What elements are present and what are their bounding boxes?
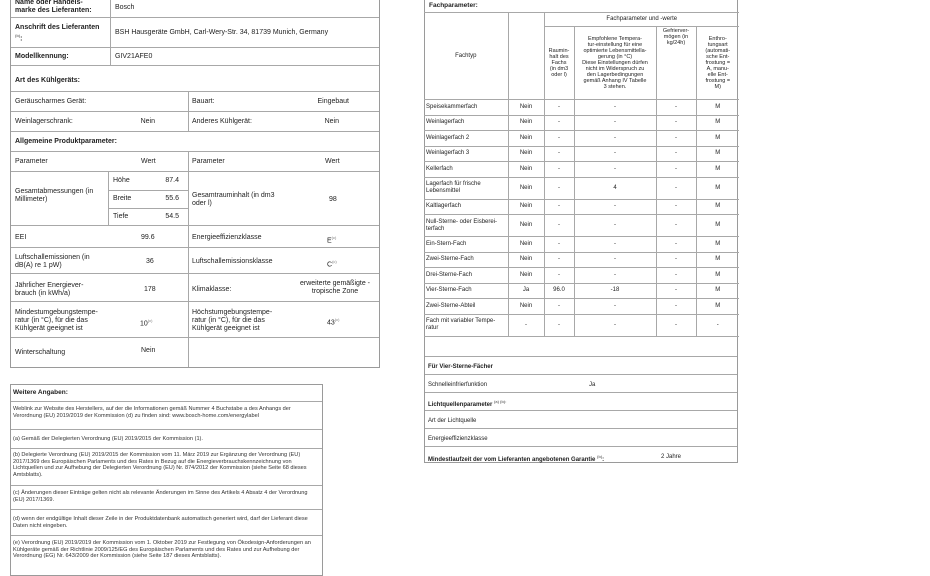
compartment-volume: - xyxy=(544,314,574,336)
compartment-freeze: - xyxy=(656,314,696,336)
eei-value: 99.6 xyxy=(141,234,155,241)
compartment-type: Lagerfach für frische Lebensmittel xyxy=(424,177,508,199)
group-header: Fachparameter und -werte xyxy=(544,13,739,27)
compartment-present: Nein xyxy=(508,100,544,116)
compartment-type: Drei-Sterne-Fach xyxy=(424,268,508,284)
address-label: Anschrift des Lieferanten $^{(b)}$: xyxy=(15,24,100,43)
compartment-temp: 4 xyxy=(574,177,656,199)
col-param-right: Parameter xyxy=(192,158,225,165)
wine-row xyxy=(11,111,379,131)
depth-label: Tiefe xyxy=(113,213,129,220)
other-label: Anderes Kühlgerät: xyxy=(192,118,252,125)
compartment-type: Ein-Stern-Fach xyxy=(424,237,508,253)
warranty-label: Mindestlaufzeit der vom Lieferanten angebotenen Garantie $^{(b)}$: xyxy=(428,454,605,463)
compartment-row xyxy=(424,162,739,178)
ambient-temp-row xyxy=(11,301,379,337)
winter-value: Nein xyxy=(141,347,156,354)
compartment-volume: - xyxy=(544,215,574,237)
height-label: Höhe xyxy=(113,177,130,184)
light-type-row xyxy=(425,410,737,428)
compartment-type: Kellerfach xyxy=(424,162,508,178)
compartment-defrost: M xyxy=(696,215,739,237)
compartment-type: Kaltlagerfach xyxy=(424,199,508,215)
compartment-type: Weinlagerfach xyxy=(424,115,508,131)
compartment-temp: - xyxy=(574,237,656,253)
type-header: Art des Kühlgeräts: xyxy=(15,77,80,84)
compartment-row xyxy=(424,199,739,215)
col-fachtyp: Fachtyp xyxy=(424,13,508,100)
compartment-temp: - xyxy=(574,268,656,284)
address: BSH Hausgeräte GmbH, Carl-Wery-Str. 34, 81739 Munich, Germany xyxy=(115,29,329,36)
col-value-right: Wert xyxy=(325,158,340,165)
compartment-type: Zwei-Sterne-Abteil xyxy=(424,299,508,315)
compartment-freeze: - xyxy=(656,252,696,268)
four-star-header-row xyxy=(425,356,737,374)
compartment-row xyxy=(424,177,739,199)
width-label: Breite xyxy=(113,195,132,202)
note-a: (a) Gemäß der Delegierten Verordnung (EU) 2019/2015 der Kommission (1). xyxy=(13,436,203,442)
general-header-row xyxy=(11,131,379,151)
supplier-name-label: Name oder Handels- marke des Lieferanten: xyxy=(15,0,92,14)
compartment-params-header: Fachparameter: xyxy=(429,2,478,9)
dims-label: Gesamtabmessungen (in Millimeter) xyxy=(15,188,94,203)
compartment-present: Nein xyxy=(508,146,544,162)
min-temp-value: 10$^{(c)}$ xyxy=(140,318,153,328)
compartment-row xyxy=(424,100,739,116)
quick-freeze-label: Schnelleinfrierfunktion xyxy=(428,382,488,388)
quick-freeze-value: Ja xyxy=(589,382,596,388)
compartment-volume: - xyxy=(544,146,574,162)
compartment-freeze: - xyxy=(656,268,696,284)
compartment-freeze: - xyxy=(656,215,696,237)
model-id: GIV21AFE0 xyxy=(115,53,153,60)
low-noise-row xyxy=(11,91,379,111)
compartment-row xyxy=(424,215,739,237)
compartment-volume: - xyxy=(544,177,574,199)
compartment-temp: -18 xyxy=(574,283,656,299)
supplier-name: Bosch xyxy=(115,4,135,11)
compartment-row xyxy=(424,283,739,299)
compartment-volume: - xyxy=(544,199,574,215)
compartment-volume: 96.0 xyxy=(544,283,574,299)
compartment-defrost: M xyxy=(696,237,739,253)
annual-label: Jährlicher Energiever- brauch (in kWh/a) xyxy=(15,282,84,297)
compartment-freeze: - xyxy=(656,299,696,315)
compartment-row xyxy=(424,115,739,131)
energy-class-label: Energieeffizienzklasse xyxy=(192,234,262,241)
compartment-volume: - xyxy=(544,131,574,147)
winter-label: Winterschaltung xyxy=(15,349,66,356)
climate-label: Klimaklasse: xyxy=(192,286,232,293)
width-value: 55.6 xyxy=(165,195,179,202)
light-class-row xyxy=(425,428,737,446)
compartment-present: Nein xyxy=(508,299,544,315)
col-temp: Empfohlene Tempera- tur-einstellung für eine optimierte Lebensmittella- gerung (in °C) Diese Einstellungen dürfen nicht im Widerspruch zu den Lagerbedingungen gemäß Anhang IV Tabelle 3 stehen. xyxy=(574,27,656,100)
compartment-volume: - xyxy=(544,115,574,131)
compartment-volume: - xyxy=(544,100,574,116)
compartment-present: Nein xyxy=(508,237,544,253)
build-label: Bauart: xyxy=(192,98,215,105)
warranty-row xyxy=(425,446,737,464)
compartment-present: Nein xyxy=(508,252,544,268)
eei-label: EEI xyxy=(15,234,27,241)
compartment-present: Nein xyxy=(508,177,544,199)
wine-label: Weinlagerschrank: xyxy=(15,118,73,125)
build-value: Eingebaut xyxy=(317,98,349,105)
compartment-defrost: M xyxy=(696,131,739,147)
compartment-temp: - xyxy=(574,162,656,178)
compartment-freeze: - xyxy=(656,131,696,147)
compartment-defrost: M xyxy=(696,199,739,215)
compartment-temp: - xyxy=(574,199,656,215)
col-value-left: Wert xyxy=(141,158,156,165)
compartment-freeze: - xyxy=(656,199,696,215)
noise-row xyxy=(11,247,379,273)
compartment-volume: - xyxy=(544,237,574,253)
compartment-defrost: M xyxy=(696,177,739,199)
compartment-volume: - xyxy=(544,268,574,284)
height-value: 87.4 xyxy=(165,177,179,184)
compartment-defrost: M xyxy=(696,100,739,116)
light-header-row xyxy=(425,392,737,410)
param-col-header-row xyxy=(11,151,379,171)
compartment-freeze: - xyxy=(656,283,696,299)
compartment-defrost: M xyxy=(696,146,739,162)
compartment-defrost: M xyxy=(696,252,739,268)
depth-value: 54.5 xyxy=(165,213,179,220)
compartment-type: Zwei-Sterne-Fach xyxy=(424,252,508,268)
compartment-type: Vier-Sterne-Fach xyxy=(424,283,508,299)
noise-value: 36 xyxy=(146,258,154,265)
compartment-temp: - xyxy=(574,252,656,268)
compartment-temp: - xyxy=(574,215,656,237)
note-c: (c) Änderungen dieser Einträge gelten nicht als relevante Änderungen im Sinne des Artikels 4 Absatz 4 der Verordnung (EU) 2017/1369. xyxy=(13,490,308,503)
compartment-type: Weinlagerfach 3 xyxy=(424,146,508,162)
compartment-volume: - xyxy=(544,299,574,315)
compartment-row xyxy=(424,237,739,253)
noise-class-value: $C^{(c)}$ xyxy=(327,259,337,269)
compartment-freeze: - xyxy=(656,100,696,116)
energy-class-value: $E^{(c)}$ xyxy=(327,235,337,245)
col-defrost: Enthro- tungsart (automati- sche Ent- frostung = A, manu- elle Ent- frostung = M) xyxy=(696,27,739,100)
max-temp-label: Höchstumgebungstempe- ratur (in °C), für die das Kühlgerät geeignet ist xyxy=(192,309,273,332)
compartment-row xyxy=(424,146,739,162)
compartment-present: Nein xyxy=(508,215,544,237)
compartment-defrost: M xyxy=(696,268,739,284)
light-type-label: Art der Lichtquelle xyxy=(428,418,477,424)
wine-value: Nein xyxy=(140,118,155,125)
compartment-temp: - xyxy=(574,314,656,336)
compartment-type: Null-Sterne- oder Eisberei- terfach xyxy=(424,215,508,237)
compartment-row xyxy=(424,252,739,268)
compartment-present: Nein xyxy=(508,199,544,215)
compartment-temp: - xyxy=(574,131,656,147)
compartment-params-table xyxy=(424,0,738,463)
compartment-type: Speisekammerfach xyxy=(424,100,508,116)
other-value: Nein xyxy=(324,118,339,125)
compartment-freeze: - xyxy=(656,146,696,162)
compartment-type: Fach mit variabler Tempe- ratur xyxy=(424,314,508,336)
light-header: Lichtquellenparameter $^{(a) (b):}$ xyxy=(428,399,507,408)
compartment-temp: - xyxy=(574,100,656,116)
noise-label: Luftschallemissionen (in dB(A) re 1 pW) xyxy=(15,254,90,269)
product-info-table xyxy=(10,0,380,368)
supplier-row xyxy=(11,0,379,17)
col-param-left: Parameter xyxy=(15,158,48,165)
compartment-freeze: - xyxy=(656,177,696,199)
compartment-volume: - xyxy=(544,252,574,268)
further-info-box xyxy=(10,384,323,576)
warranty-value: 2 Jahre xyxy=(661,454,682,460)
climate-value: erweiterte gemäßigte - tropische Zone xyxy=(299,280,371,295)
compartment-freeze: - xyxy=(656,237,696,253)
dimensions-row xyxy=(11,171,379,225)
note-d: (d) wenn der endgültige Inhalt dieser Zeile in der Produktdatenbank automatisch generiert wird, darf der Lieferant diese Daten nicht eingeben. xyxy=(13,516,308,529)
compartment-defrost: M xyxy=(696,299,739,315)
compartment-row xyxy=(424,299,739,315)
compartment-row xyxy=(424,131,739,147)
address-row xyxy=(11,17,379,47)
min-temp-label: Mindestumgebungstempe- ratur (in °C), für die das Kühlgerät geeignet ist xyxy=(15,309,98,332)
model-row xyxy=(11,47,379,65)
compartment-freeze: - xyxy=(656,162,696,178)
col-freeze: Gefrierver- mögen (in kg/24h) xyxy=(656,27,696,100)
noise-class-label: Luftschallemissionsklasse xyxy=(192,258,273,265)
max-temp-value: 43$^{(c)}$ xyxy=(327,317,340,327)
winter-row xyxy=(11,337,379,367)
compartment-temp: - xyxy=(574,146,656,162)
compartment-row xyxy=(424,268,739,284)
compartment-defrost: - xyxy=(696,314,739,336)
further-info-header: Weitere Angaben: xyxy=(13,389,68,396)
model-label: Modellkennung: xyxy=(15,53,69,60)
compartment-type: Weinlagerfach 2 xyxy=(424,131,508,147)
compartment-present: Nein xyxy=(508,268,544,284)
compartment-defrost: M xyxy=(696,283,739,299)
compartment-present: Ja xyxy=(508,283,544,299)
compartment-temp: - xyxy=(574,115,656,131)
compartment-table xyxy=(424,12,739,337)
col-volume: Raumin- halt des Fachs (in dm3 oder l) xyxy=(544,27,574,100)
eei-row xyxy=(11,225,379,247)
note-weblink: Weblink zur Website des Herstellers, auf der die Informationen gemäß Nummer 4 Buchstabe a des Anhangs der Verordnung (EU) 2019/2019 der Kommission (d) zu finden sind: www.bosch-home.com/energylabel xyxy=(13,406,291,419)
annual-value: 178 xyxy=(144,286,156,293)
compartment-freeze: - xyxy=(656,115,696,131)
volume-label: Gesamtrauminhalt (in dm3 oder l) xyxy=(192,192,275,207)
compartment-present: Nein xyxy=(508,162,544,178)
compartment-present: Nein xyxy=(508,131,544,147)
annual-row xyxy=(11,273,379,301)
compartment-volume: - xyxy=(544,162,574,178)
four-star-header: Für Vier-Sterne-Fächer xyxy=(428,364,493,370)
general-header: Allgemeine Produktparameter: xyxy=(15,138,117,145)
compartment-temp: - xyxy=(574,299,656,315)
quick-freeze-row xyxy=(425,374,737,392)
compartment-present: Nein xyxy=(508,115,544,131)
low-noise-label: Geräuscharmes Gerät: xyxy=(15,98,87,105)
volume-value: 98 xyxy=(329,196,337,203)
note-e: (e) Verordnung (EU) 2019/2019 der Kommission vom 1. Oktober 2019 zur Festlegung von Ökodesign-Anforderungen an Kühlgeräte gemäß der Richtlinie 2009/125/EG des Europäischen Parlaments und des Rates und zur Aufhebung der Verordnung (EG) Nr. 643/2009 der Kommission (siehe Seite 187 dieses Amtsblatts). xyxy=(13,540,311,560)
compartment-present: - xyxy=(508,314,544,336)
compartment-row xyxy=(424,314,739,336)
compartment-defrost: M xyxy=(696,162,739,178)
light-class-label: Energieeffizienzklasse xyxy=(428,436,488,442)
note-b: (b) Delegierte Verordnung (EU) 2019/2015 der Kommission vom 11. März 2019 zur Ergänzung der Verordnung (EU) 2017/1369 des Europäischen Parlaments und des Rates in Bezug auf die Energieverbrauchskennzeichnung von Lichtquellen und zur Aufhebung der Delegierten Verordnung (EU) Nr. 874/2012 der Kommission (siehe Seite 68 dieses Amtsblatts). xyxy=(13,452,307,478)
compartment-defrost: M xyxy=(696,115,739,131)
type-header-row xyxy=(11,65,379,91)
